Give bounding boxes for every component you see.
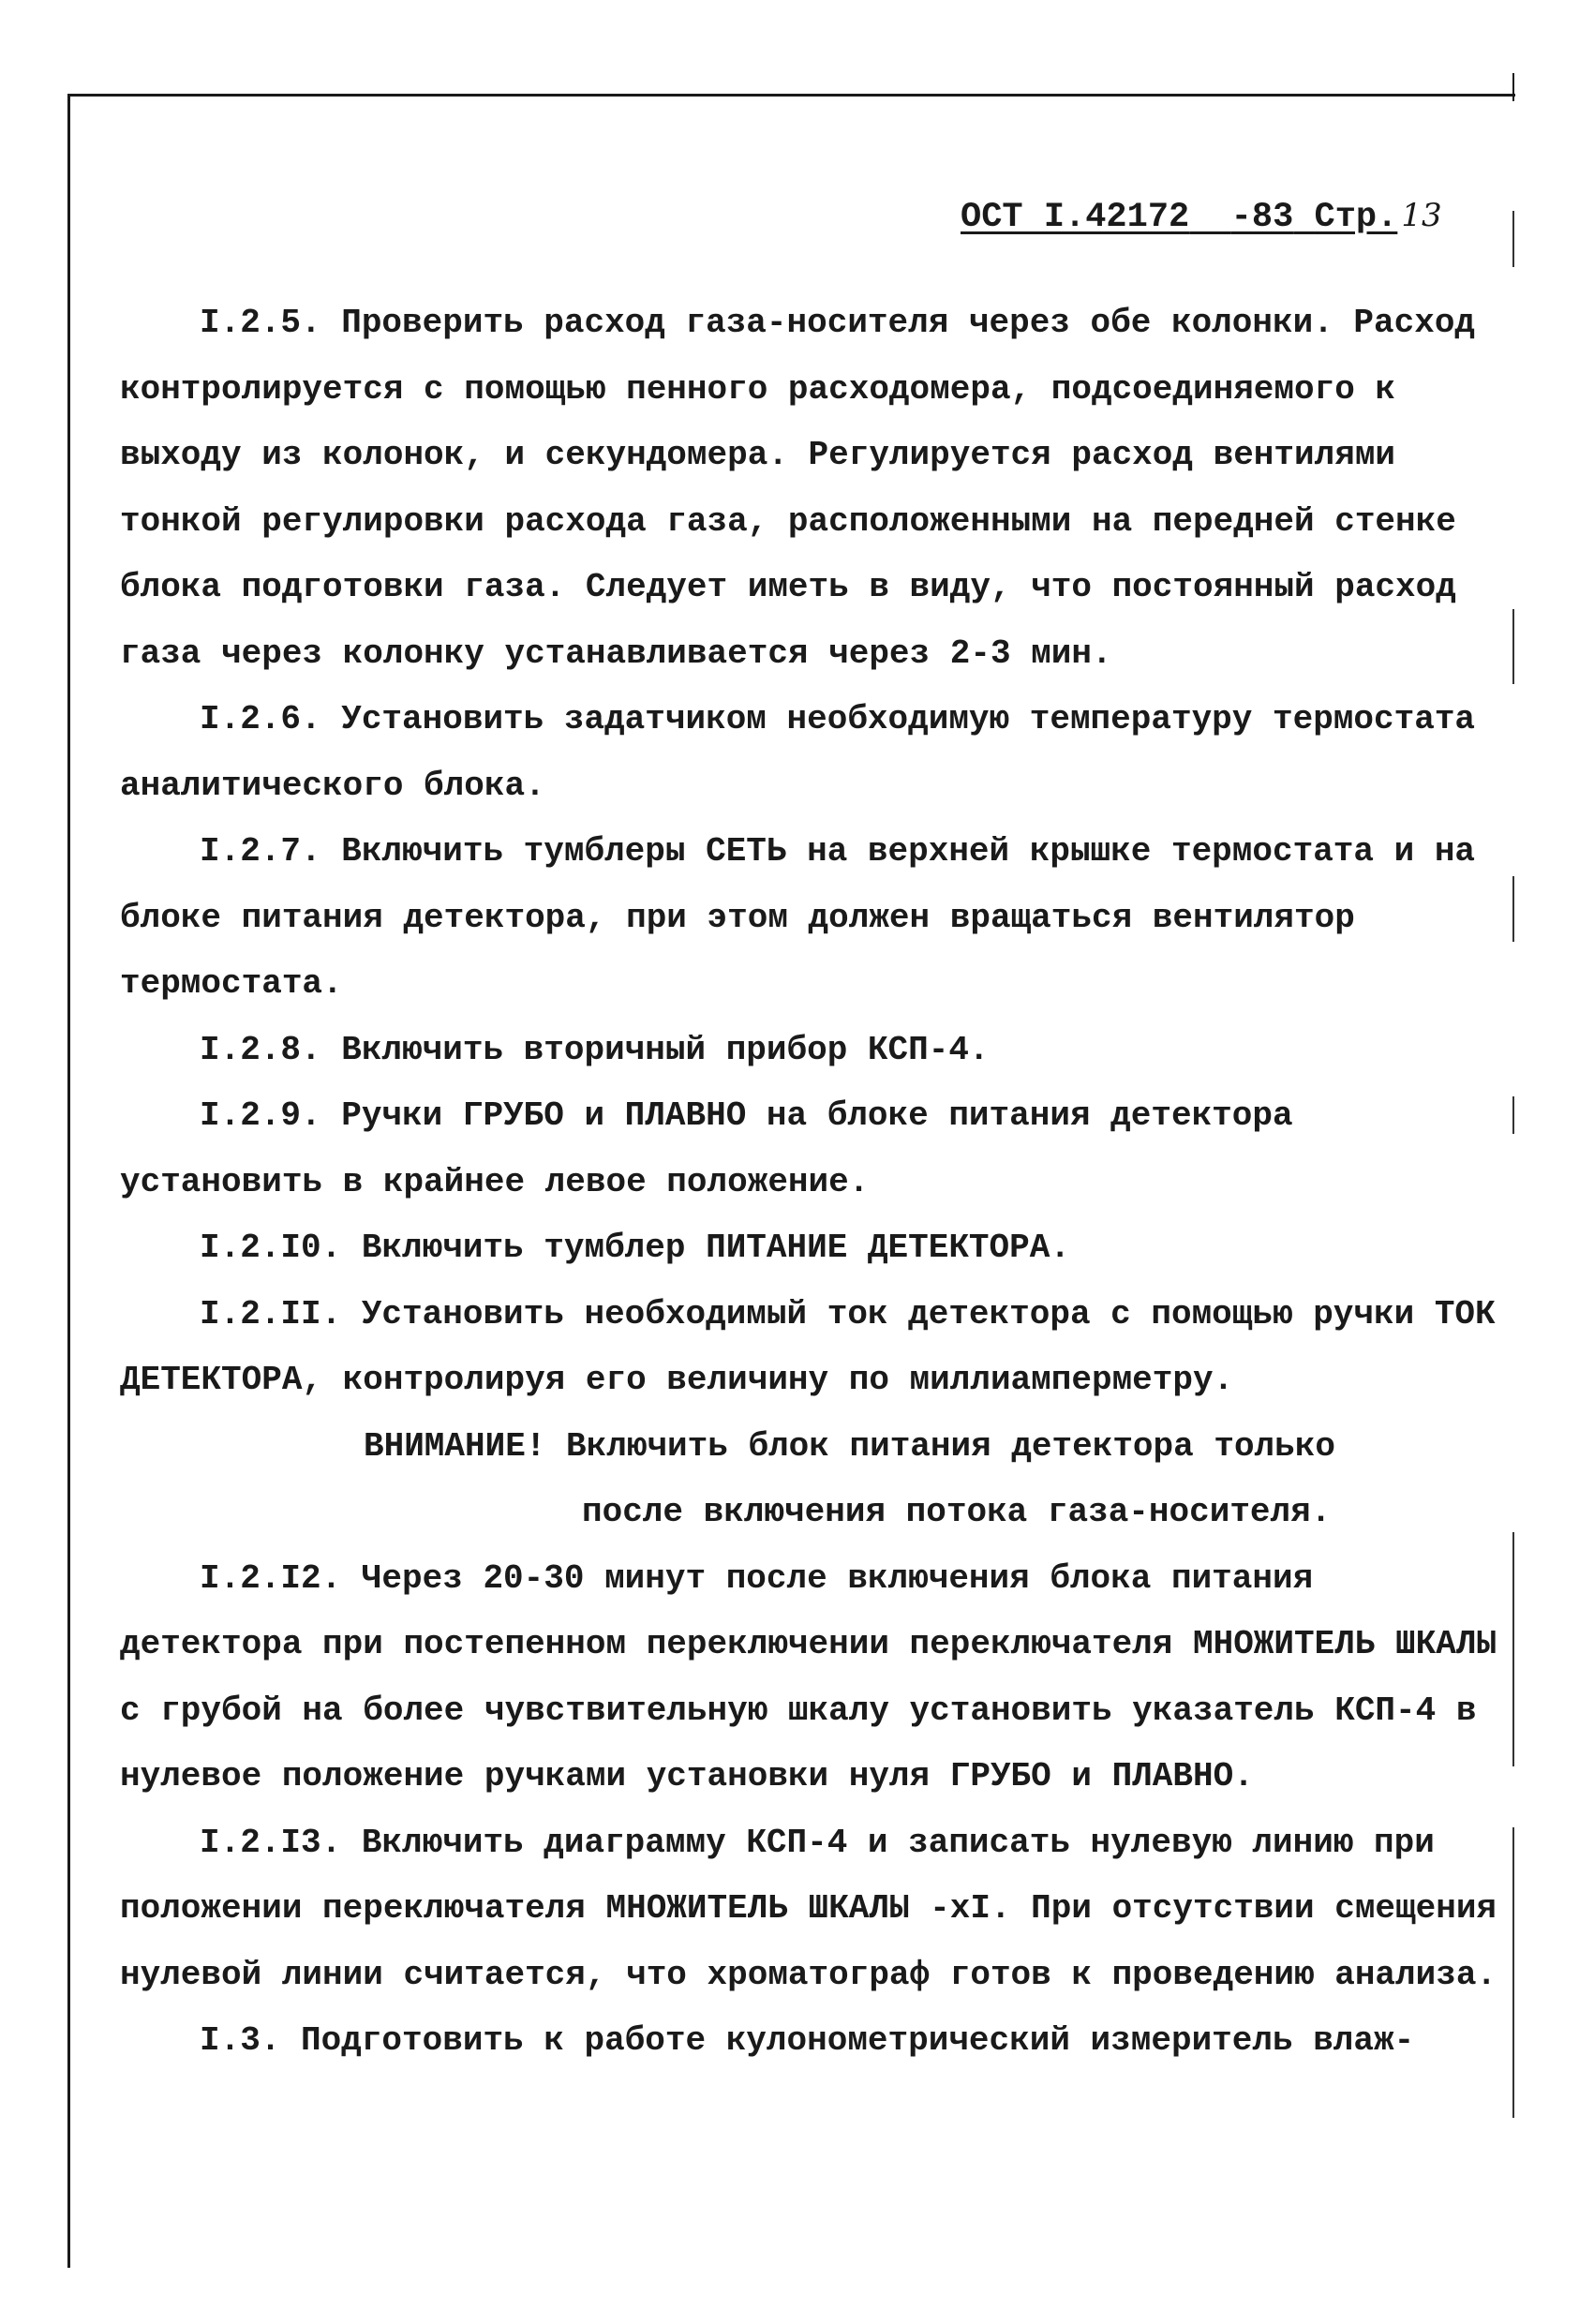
paragraph-1-2-5: I.2.5. Проверить расход газа-носителя через обе колонки. Расход контролируется с помощью пенного расходомера, подсоединяемого к выходу из колонок, и секундомера. Регулируется расход вентилями тонкой регулировки расхода газа, расположенными на передней стенке блока подготовки газа. Следует иметь в виду, что постоянный расход газа через колонку устанавливается через 2-3 мин. bbox=[120, 304, 1476, 673]
standard-code: ОСТ I.42172 bbox=[961, 198, 1190, 237]
paragraph-1-2-6: I.2.6. Установить задатчиком необходимую температуру термостата аналитического блока. bbox=[120, 700, 1476, 805]
attention-notice-continuation: после включения потока газа-носителя. bbox=[582, 1493, 1332, 1531]
paragraph-1-2-9: I.2.9. Ручки ГРУБО и ПЛАВНО на блоке питания детектора установить в крайнее левое положение. bbox=[120, 1096, 1293, 1201]
paragraph-1-2-10: I.2.I0. Включить тумблер ПИТАНИЕ ДЕТЕКТОРА. bbox=[200, 1229, 1070, 1267]
paragraph-1-2-13: I.2.I3. Включить диаграмму КСП-4 и записать нулевую линию при положении переключателя МНОЖИТЕЛЬ ШКАЛЫ -xI. При отсутствии смещения нулевой линии считается, что хроматограф готов к проведению анализа. bbox=[120, 1823, 1497, 1994]
corner-tick bbox=[1512, 73, 1514, 101]
paragraph-1-2-7: I.2.7. Включить тумблеры СЕТЬ на верхней крышке термостата и на блоке питания детектора, при этом должен вращаться вентилятор термостата. bbox=[120, 832, 1476, 1003]
paragraph-1-2-8: I.2.8. Включить вторичный прибор КСП-4. bbox=[200, 1030, 990, 1069]
page-label: Стр. bbox=[1314, 198, 1398, 237]
frame-left-border bbox=[67, 94, 70, 2268]
standard-year: -83 bbox=[1230, 198, 1294, 237]
margin-mark bbox=[1512, 211, 1514, 267]
attention-notice: ВНИМАНИЕ! Включить блок питания детектора только bbox=[364, 1426, 1335, 1466]
page-header bbox=[961, 197, 1442, 237]
document-body bbox=[120, 290, 1514, 2075]
page-number: 13 bbox=[1401, 197, 1442, 234]
paragraph-1-2-11: I.2.II. Установить необходимый ток детектора с помощью ручки ТОК ДЕТЕКТОРА, контролируя его величину по миллиамперметру. bbox=[120, 1294, 1496, 1399]
paragraph-1-3: I.3. Подготовить к работе кулонометрический измеритель влаж- bbox=[200, 2021, 1415, 2060]
frame-top-border bbox=[67, 94, 1515, 97]
paragraph-1-2-12: I.2.I2. Через 20-30 минут после включения блока питания детектора при постепенном переключении переключателя МНОЖИТЕЛЬ ШКАЛЫ с грубой на более чувствительную шкалу установить указатель КСП-4 в нулевое положение ручками установки нуля ГРУБО и ПЛАВНО. bbox=[120, 1558, 1497, 1795]
